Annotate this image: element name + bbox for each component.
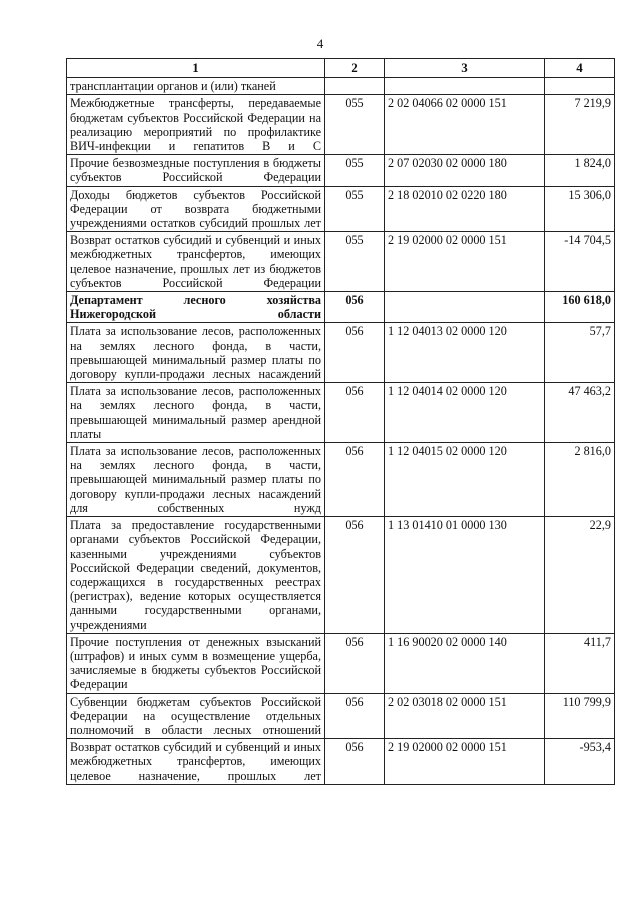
table-row [67, 155, 615, 186]
row-amount: 2 816,0 [545, 443, 615, 517]
row-admin-code: 056 [325, 693, 385, 739]
row-amount: 15 306,0 [545, 186, 615, 232]
row-budget-code: 1 12 04014 02 0000 120 [385, 383, 545, 443]
row-description: Межбюджетные трансферты, передаваемые бюджетам субъектов Российской Федерации на реализацию мероприятий по профилактике ВИЧ-инфекции и гепатитов В и С [67, 95, 325, 155]
table-row [67, 383, 615, 443]
header-col-2: 2 [325, 59, 385, 78]
row-description: Плата за использование лесов, расположенных на землях лесного фонда, в части, превышающей минимальный размер платы по договору купли-продажи лесных насаждений [67, 323, 325, 383]
row-description: Возврат остатков субсидий и субвенций и иных межбюджетных трансфертов, имеющих целевое назначение, прошлых лет [67, 739, 325, 785]
table-row [67, 95, 615, 155]
row-admin-code: 056 [325, 323, 385, 383]
table-row [67, 633, 615, 693]
row-budget-code: 2 19 02000 02 0000 151 [385, 739, 545, 785]
row-description: Плата за использование лесов, расположенных на землях лесного фонда, в части, превышающей минимальный размер арендной платы [67, 383, 325, 443]
row-admin-code: 056 [325, 739, 385, 785]
row-budget-code [385, 292, 545, 323]
row-admin-code: 056 [325, 633, 385, 693]
department-code: 056 [325, 292, 385, 323]
table-row [67, 443, 615, 517]
department-row [67, 292, 615, 323]
page-number: 4 [316, 36, 324, 51]
table-header-row [67, 59, 615, 78]
table-row [67, 78, 615, 95]
row-budget-code: 1 13 01410 01 0000 130 [385, 517, 545, 634]
row-budget-code: 1 12 04015 02 0000 120 [385, 443, 545, 517]
row-description: Доходы бюджетов субъектов Российской Федерации от возврата бюджетными учреждениями остатков субсидий прошлых лет [67, 186, 325, 232]
row-admin-code: 056 [325, 517, 385, 634]
row-description: Возврат остатков субсидий и субвенций и иных межбюджетных трансфертов, имеющих целевое назначение, прошлых лет из бюджетов субъектов Российской Федерации [67, 232, 325, 292]
table-row [67, 739, 615, 785]
table-row [67, 186, 615, 232]
revenue-table [66, 58, 615, 785]
department-name: Департамент лесного хозяйства Нижегородской области [67, 292, 325, 323]
row-budget-code: 2 02 04066 02 0000 151 [385, 95, 545, 155]
header-col-1: 1 [67, 59, 325, 78]
table-row [67, 693, 615, 739]
row-admin-code: 056 [325, 443, 385, 517]
row-budget-code [385, 78, 545, 95]
row-amount: 411,7 [545, 633, 615, 693]
row-admin-code: 055 [325, 232, 385, 292]
department-total: 160 618,0 [545, 292, 615, 323]
table-row [67, 323, 615, 383]
row-admin-code: 055 [325, 95, 385, 155]
row-amount: 1 824,0 [545, 155, 615, 186]
row-budget-code: 2 19 02000 02 0000 151 [385, 232, 545, 292]
row-budget-code: 2 18 02010 02 0220 180 [385, 186, 545, 232]
row-description: Плата за использование лесов, расположенных на землях лесного фонда, в части, превышающей минимальный размер платы по договору купли-продажи лесных насаждений для собственных нужд [67, 443, 325, 517]
row-description: Прочие безвозмездные поступления в бюджеты субъектов Российской Федерации [67, 155, 325, 186]
row-admin-code: 056 [325, 383, 385, 443]
row-admin-code [325, 78, 385, 95]
row-amount: -14 704,5 [545, 232, 615, 292]
header-col-4: 4 [545, 59, 615, 78]
row-amount [545, 78, 615, 95]
row-amount: -953,4 [545, 739, 615, 785]
row-admin-code: 055 [325, 186, 385, 232]
row-budget-code: 1 16 90020 02 0000 140 [385, 633, 545, 693]
row-description: Прочие поступления от денежных взысканий (штрафов) и иных сумм в возмещение ущерба, зачисляемые в бюджеты субъектов Российской Федерации [67, 633, 325, 693]
row-description: Плата за предоставление государственными органами субъектов Российской Федерации, казенными учреждениями субъектов Российской Федерации сведений, документов, содержащихся в государственных реестрах (регистрах), ведение которых осуществляется данными государственными органами, учреждениями [67, 517, 325, 634]
row-description: трансплантации органов и (или) тканей [67, 78, 325, 95]
table-row [67, 517, 615, 634]
row-amount: 22,9 [545, 517, 615, 634]
row-budget-code: 2 02 03018 02 0000 151 [385, 693, 545, 739]
row-description: Субвенции бюджетам субъектов Российской Федерации на осуществление отдельных полномочий в области лесных отношений [67, 693, 325, 739]
row-amount: 110 799,9 [545, 693, 615, 739]
row-admin-code: 055 [325, 155, 385, 186]
header-col-3: 3 [385, 59, 545, 78]
row-budget-code: 1 12 04013 02 0000 120 [385, 323, 545, 383]
row-amount: 7 219,9 [545, 95, 615, 155]
table-row [67, 232, 615, 292]
row-budget-code: 2 07 02030 02 0000 180 [385, 155, 545, 186]
row-amount: 47 463,2 [545, 383, 615, 443]
row-amount: 57,7 [545, 323, 615, 383]
